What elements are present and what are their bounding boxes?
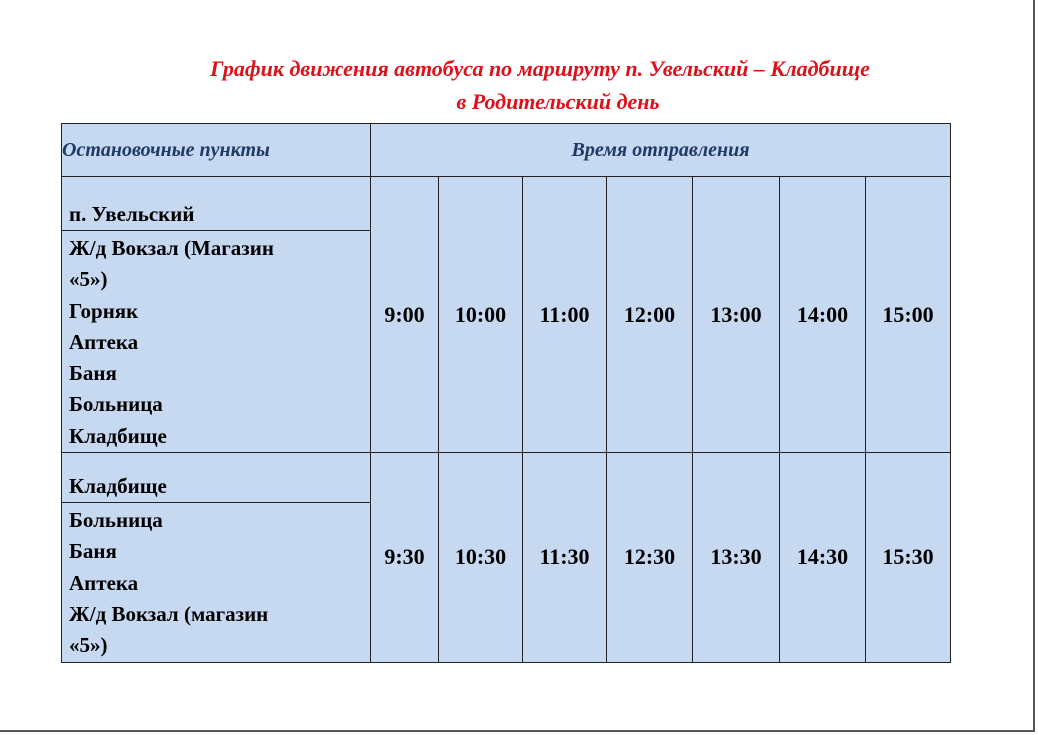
departure-time: 14:00: [780, 177, 866, 453]
stop-first: п. Увельский: [62, 177, 370, 231]
departure-time: 9:30: [371, 453, 439, 662]
stop-item: «5»): [69, 633, 108, 658]
departure-time: 13:30: [693, 453, 780, 662]
departure-time: 9:00: [371, 177, 439, 453]
table-header-row: [62, 124, 951, 177]
stop-first: Кладбище: [62, 453, 370, 503]
stop-item: Больница: [69, 392, 163, 417]
stop-item: Больница: [69, 508, 163, 533]
departure-time: 10:30: [439, 453, 523, 662]
stops-cell-return: [62, 453, 371, 662]
departure-time: 10:00: [439, 177, 523, 453]
stops-list: [62, 503, 370, 661]
stops-cell-outbound: [62, 177, 371, 453]
schedule-title: График движения автобуса по маршруту п. Увельский – Кладбище: [210, 56, 870, 81]
stop-item: Баня: [69, 539, 117, 564]
stop-item: Ж/д Вокзал (Магазин: [69, 236, 274, 260]
departure-time: 12:30: [607, 453, 693, 662]
departure-time: 11:00: [523, 177, 607, 453]
stop-item: Баня: [69, 361, 117, 386]
stops-list: [62, 231, 370, 452]
stop-item: «5»): [69, 267, 108, 292]
stop-item: Кладбище: [69, 423, 167, 448]
header-stops: Остановочные пункты: [62, 124, 371, 177]
schedule-table: [61, 123, 951, 663]
stop-item: Ж/д Вокзал (магазин: [69, 601, 269, 626]
stop-item: Горняк: [69, 298, 139, 323]
departure-time: 13:00: [693, 177, 780, 453]
departure-time: 15:30: [866, 453, 951, 662]
table-row: [62, 453, 951, 662]
departure-time: 14:30: [780, 453, 866, 662]
table-row: [62, 177, 951, 453]
stop-item: Аптека: [69, 570, 139, 595]
departure-time: 15:00: [866, 177, 951, 453]
departure-time: 12:00: [607, 177, 693, 453]
departure-time: 11:30: [523, 453, 607, 662]
stop-item: Аптека: [69, 329, 139, 354]
schedule-subtitle: в Родительский день: [456, 89, 660, 114]
header-departure-time: Время отправления: [371, 124, 951, 177]
